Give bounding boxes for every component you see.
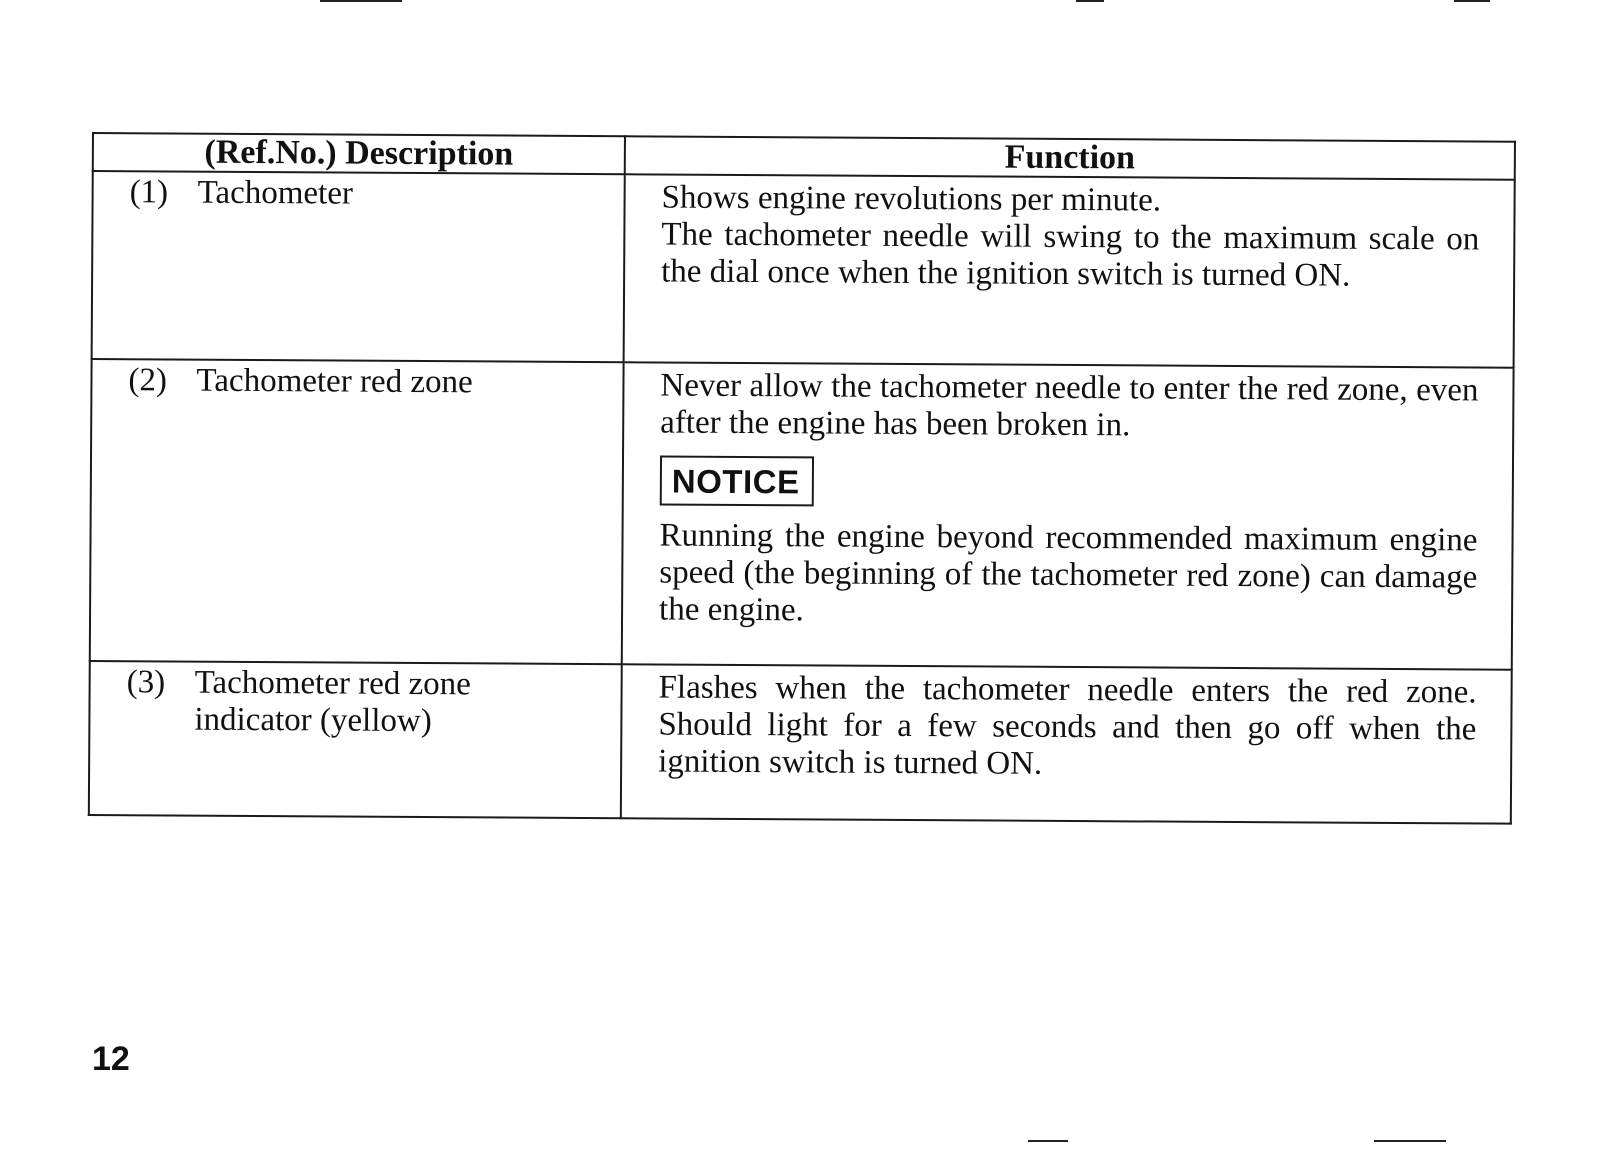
- page-number: 12: [92, 1040, 130, 1078]
- table-row: [92, 171, 1515, 368]
- item-description: Tachometer red zone: [196, 362, 473, 401]
- ref-number: (2): [128, 362, 168, 399]
- item-description: [194, 665, 610, 742]
- function-text: Shows engine revolutions per minute.: [661, 179, 1162, 219]
- notice-text: Running the engine beyond recommended maximum engine speed (the beginning of the tachometer red zone) can damage the engine.: [658, 517, 1478, 629]
- instrument-function-table: [88, 132, 1516, 825]
- scan-edge-mark: [1454, 0, 1490, 2]
- notice-label: NOTICE: [660, 455, 814, 506]
- scan-edge-mark: [1076, 0, 1104, 2]
- function-cell: [621, 664, 1512, 823]
- function-text: Never allow the tachometer needle to enter the red zone, even after the engine has been broken in.: [660, 367, 1479, 444]
- scan-edge-mark: [320, 0, 402, 2]
- ref-number: (3): [126, 664, 166, 701]
- function-text: Flashes when the tachometer needle enters the red zone. Should light for a few seconds and then go off when the ignition switch is turned ON.: [658, 669, 1477, 782]
- description-line: indicator (yellow): [194, 701, 432, 740]
- function-column-header: Function: [625, 136, 1515, 179]
- description-cell: [92, 171, 625, 362]
- description-cell: [89, 661, 622, 818]
- function-cell: [624, 174, 1515, 367]
- item-description: Tachometer: [197, 174, 354, 212]
- table-row: [89, 661, 1512, 824]
- table-row: [90, 359, 1514, 670]
- description-cell: [90, 359, 624, 664]
- ref-number: (1): [129, 174, 169, 211]
- description-line: Tachometer red zone: [194, 664, 471, 703]
- function-text: The tachometer needle will swing to the maximum scale on the dial once when the ignition switch is turned ON.: [661, 216, 1480, 294]
- description-column-header: (Ref.No.) Description: [93, 133, 625, 174]
- function-cell: [622, 362, 1514, 669]
- scan-edge-mark: [1374, 1140, 1446, 1142]
- scan-edge-mark: [1028, 1140, 1068, 1142]
